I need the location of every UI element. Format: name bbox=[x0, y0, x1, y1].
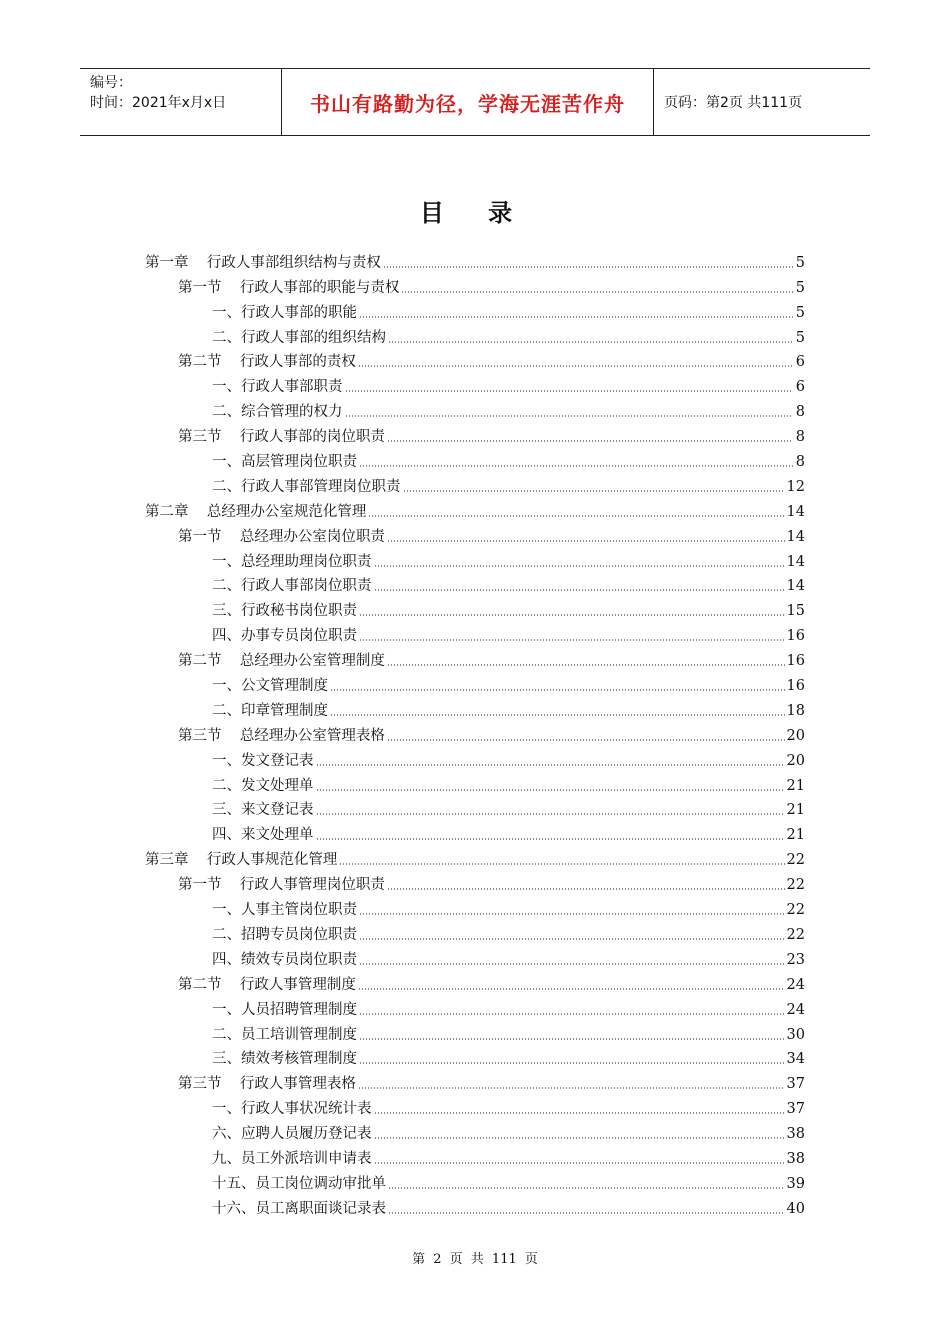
toc-entry-label: 六、应聘人员履历登记表 bbox=[212, 1126, 372, 1143]
toc-entry-label: 二、行政人事部岗位职责 bbox=[212, 578, 372, 595]
toc-dot-leader bbox=[388, 1212, 785, 1214]
toc-title: 目 录 bbox=[419, 199, 531, 227]
toc-entry-label: 二、印章管理制度 bbox=[212, 702, 328, 719]
toc-entry-page: 14 bbox=[786, 553, 805, 570]
toc-entry[interactable] bbox=[145, 522, 805, 547]
toc-dot-leader bbox=[359, 316, 793, 318]
toc-entry[interactable] bbox=[145, 1194, 805, 1219]
toc-entry-page: 14 bbox=[786, 503, 805, 520]
toc-entry-label: 一、发文登记表 bbox=[212, 752, 314, 769]
toc-dot-leader bbox=[316, 838, 785, 840]
toc-entry-label: 四、办事专员岗位职责 bbox=[212, 628, 357, 645]
page-header bbox=[80, 68, 870, 136]
toc-entry[interactable] bbox=[145, 572, 805, 597]
toc-entry-label: 三、绩效考核管理制度 bbox=[212, 1051, 357, 1068]
toc-dot-leader bbox=[316, 764, 785, 766]
toc-entry[interactable] bbox=[145, 298, 805, 323]
toc-entry-page: 5 bbox=[795, 304, 805, 321]
toc-entry-page: 6 bbox=[795, 354, 805, 371]
toc-entry-page: 39 bbox=[786, 1175, 805, 1192]
toc-dot-leader bbox=[345, 390, 794, 392]
toc-dot-leader bbox=[358, 988, 785, 990]
toc-entry-label: 第三节 总经理办公室管理表格 bbox=[178, 727, 385, 744]
toc-entry[interactable] bbox=[145, 870, 805, 895]
toc-entry-page: 34 bbox=[786, 1051, 805, 1068]
toc-entry-page: 20 bbox=[786, 727, 805, 744]
toc-entry[interactable] bbox=[145, 422, 805, 447]
toc-entry-page: 21 bbox=[786, 777, 805, 794]
toc-entry-label: 十六、员工离职面谈记录表 bbox=[212, 1200, 386, 1217]
toc-entry[interactable] bbox=[145, 895, 805, 920]
toc-dot-leader bbox=[387, 440, 793, 442]
toc-entry-page: 16 bbox=[786, 653, 805, 670]
toc-entry-page: 5 bbox=[795, 254, 805, 271]
toc-entry-page: 21 bbox=[786, 802, 805, 819]
header-page-info: 页码：第2页 共111页 bbox=[664, 95, 803, 111]
toc-entry-label: 第三节 行政人事管理表格 bbox=[178, 1076, 356, 1093]
toc-entry-page: 6 bbox=[795, 379, 805, 396]
toc-dot-leader bbox=[359, 1062, 785, 1064]
toc-entry-label: 第三节 行政人事部的岗位职责 bbox=[178, 429, 385, 446]
toc-dot-leader bbox=[387, 540, 785, 542]
toc-dot-leader bbox=[316, 789, 785, 791]
header-motto: 书山有路勤为径，学海无涯苦作舟 bbox=[282, 69, 654, 135]
header-meta bbox=[80, 69, 282, 135]
toc-entry-page: 14 bbox=[786, 578, 805, 595]
toc-entry-label: 二、发文处理单 bbox=[212, 777, 314, 794]
toc-entry-label: 三、行政秘书岗位职责 bbox=[212, 603, 357, 620]
toc-entry[interactable] bbox=[145, 1045, 805, 1070]
toc-entry-label: 一、行政人事状况统计表 bbox=[212, 1101, 372, 1118]
toc-dot-leader bbox=[401, 291, 793, 293]
toc-entry[interactable] bbox=[145, 995, 805, 1020]
toc-entry-page: 16 bbox=[786, 628, 805, 645]
toc-dot-leader bbox=[330, 714, 785, 716]
toc-entry[interactable] bbox=[145, 845, 805, 870]
toc-entry-label: 一、行政人事部职责 bbox=[212, 379, 343, 396]
toc-dot-leader bbox=[359, 913, 785, 915]
toc-entry-page: 22 bbox=[786, 902, 805, 919]
toc-entry[interactable] bbox=[145, 1144, 805, 1169]
toc-entry[interactable] bbox=[145, 646, 805, 671]
toc-entry-page: 5 bbox=[795, 279, 805, 296]
toc-entry[interactable] bbox=[145, 323, 805, 348]
toc-dot-leader bbox=[330, 689, 785, 691]
toc-entry-label: 四、绩效专员岗位职责 bbox=[212, 951, 357, 968]
toc-entry[interactable] bbox=[145, 621, 805, 646]
toc-entry[interactable] bbox=[145, 945, 805, 970]
toc-entry[interactable] bbox=[145, 746, 805, 771]
toc-entry-page: 37 bbox=[786, 1076, 805, 1093]
toc-entry-page: 8 bbox=[795, 454, 805, 471]
toc-entry-label: 一、公文管理制度 bbox=[212, 678, 328, 695]
toc-dot-leader bbox=[359, 639, 785, 641]
toc-entry-page: 21 bbox=[786, 827, 805, 844]
toc-dot-leader bbox=[358, 365, 793, 367]
toc-entry-page: 24 bbox=[786, 976, 805, 993]
toc-entry-label: 第二节 总经理办公室管理制度 bbox=[178, 653, 385, 670]
toc-dot-leader bbox=[388, 1187, 785, 1189]
toc-entry[interactable] bbox=[145, 273, 805, 298]
toc-entry-page: 8 bbox=[795, 404, 805, 421]
toc-dot-leader bbox=[359, 1013, 785, 1015]
table-of-contents bbox=[145, 248, 805, 1219]
toc-entry-label: 二、行政人事部的组织结构 bbox=[212, 329, 386, 346]
page-footer: 第 2 页 共 111 页 bbox=[412, 1252, 538, 1267]
toc-dot-leader bbox=[383, 266, 793, 268]
toc-entry-label: 三、来文登记表 bbox=[212, 802, 314, 819]
toc-entry[interactable] bbox=[145, 397, 805, 422]
toc-entry-label: 二、招聘专员岗位职责 bbox=[212, 926, 357, 943]
toc-entry-page: 38 bbox=[786, 1126, 805, 1143]
toc-entry-page: 18 bbox=[786, 702, 805, 719]
toc-dot-leader bbox=[374, 1162, 785, 1164]
toc-entry[interactable] bbox=[145, 1094, 805, 1119]
toc-entry-page: 24 bbox=[786, 1001, 805, 1018]
toc-entry-page: 16 bbox=[786, 678, 805, 695]
toc-entry-label: 第二节 行政人事管理制度 bbox=[178, 976, 356, 993]
toc-entry-label: 第一节 行政人事部的职能与责权 bbox=[178, 279, 400, 296]
toc-entry-page: 5 bbox=[795, 329, 805, 346]
toc-entry-label: 二、综合管理的权力 bbox=[212, 404, 343, 421]
toc-entry[interactable] bbox=[145, 970, 805, 995]
toc-entry-label: 九、员工外派培训申请表 bbox=[212, 1150, 372, 1167]
toc-entry-page: 22 bbox=[786, 852, 805, 869]
toc-dot-leader bbox=[374, 565, 785, 567]
toc-entry[interactable] bbox=[145, 472, 805, 497]
toc-entry-page: 15 bbox=[786, 603, 805, 620]
toc-entry-page: 14 bbox=[786, 528, 805, 545]
toc-entry[interactable] bbox=[145, 721, 805, 746]
toc-entry-page: 38 bbox=[786, 1150, 805, 1167]
toc-entry-label: 第二章 总经理办公室规范化管理 bbox=[145, 503, 367, 520]
toc-dot-leader bbox=[387, 739, 785, 741]
toc-entry[interactable] bbox=[145, 820, 805, 845]
toc-entry-label: 二、行政人事部管理岗位职责 bbox=[212, 478, 401, 495]
toc-dot-leader bbox=[358, 1087, 785, 1089]
toc-entry-label: 一、人员招聘管理制度 bbox=[212, 1001, 357, 1018]
toc-entry[interactable] bbox=[145, 796, 805, 821]
toc-entry-label: 十五、员工岗位调动审批单 bbox=[212, 1175, 386, 1192]
toc-entry-label: 一、行政人事部的职能 bbox=[212, 304, 357, 321]
toc-entry[interactable] bbox=[145, 920, 805, 945]
toc-entry-label: 一、人事主管岗位职责 bbox=[212, 902, 357, 919]
toc-dot-leader bbox=[339, 863, 784, 865]
toc-dot-leader bbox=[359, 465, 793, 467]
toc-entry-label: 第二节 行政人事部的责权 bbox=[178, 354, 356, 371]
toc-entry-label: 第一节 总经理办公室岗位职责 bbox=[178, 528, 385, 545]
toc-entry-label: 第一章 行政人事部组织结构与责权 bbox=[145, 254, 381, 271]
toc-dot-leader bbox=[374, 589, 785, 591]
toc-dot-leader bbox=[374, 1112, 785, 1114]
toc-entry-page: 37 bbox=[786, 1101, 805, 1118]
toc-dot-leader bbox=[368, 515, 784, 517]
toc-entry[interactable] bbox=[145, 372, 805, 397]
toc-dot-leader bbox=[403, 490, 785, 492]
toc-dot-leader bbox=[359, 938, 785, 940]
toc-entry[interactable] bbox=[145, 547, 805, 572]
toc-entry-label: 二、员工培训管理制度 bbox=[212, 1026, 357, 1043]
toc-entry-page: 23 bbox=[786, 951, 805, 968]
toc-dot-leader bbox=[359, 1038, 785, 1040]
toc-entry[interactable] bbox=[145, 447, 805, 472]
toc-entry-label: 四、来文处理单 bbox=[212, 827, 314, 844]
toc-entry[interactable] bbox=[145, 248, 805, 273]
toc-entry[interactable] bbox=[145, 1119, 805, 1144]
toc-dot-leader bbox=[387, 888, 785, 890]
toc-entry-page: 12 bbox=[786, 478, 805, 495]
toc-entry[interactable] bbox=[145, 1169, 805, 1194]
toc-dot-leader bbox=[359, 963, 785, 965]
toc-entry-page: 40 bbox=[786, 1200, 805, 1217]
toc-entry[interactable] bbox=[145, 596, 805, 621]
toc-entry-label: 一、高层管理岗位职责 bbox=[212, 454, 357, 471]
toc-dot-leader bbox=[316, 813, 785, 815]
toc-entry[interactable] bbox=[145, 671, 805, 696]
toc-entry[interactable] bbox=[145, 1069, 805, 1094]
toc-entry[interactable] bbox=[145, 771, 805, 796]
toc-entry-page: 20 bbox=[786, 752, 805, 769]
header-number-label: 编号： bbox=[90, 75, 132, 91]
toc-dot-leader bbox=[388, 341, 793, 343]
toc-entry-page: 22 bbox=[786, 877, 805, 894]
toc-entry-label: 第一节 行政人事管理岗位职责 bbox=[178, 877, 385, 894]
toc-dot-leader bbox=[345, 415, 794, 417]
toc-dot-leader bbox=[374, 1137, 785, 1139]
toc-entry[interactable] bbox=[145, 696, 805, 721]
toc-entry-page: 30 bbox=[786, 1026, 805, 1043]
toc-entry[interactable] bbox=[145, 497, 805, 522]
toc-entry-label: 一、总经理助理岗位职责 bbox=[212, 553, 372, 570]
toc-entry-page: 8 bbox=[795, 429, 805, 446]
toc-entry-page: 22 bbox=[786, 926, 805, 943]
toc-entry[interactable] bbox=[145, 348, 805, 373]
toc-dot-leader bbox=[387, 664, 785, 666]
toc-entry[interactable] bbox=[145, 1020, 805, 1045]
toc-dot-leader bbox=[359, 614, 785, 616]
toc-entry-label: 第三章 行政人事规范化管理 bbox=[145, 852, 338, 869]
header-date-label: 时间：2021年x月x日 bbox=[90, 95, 227, 111]
